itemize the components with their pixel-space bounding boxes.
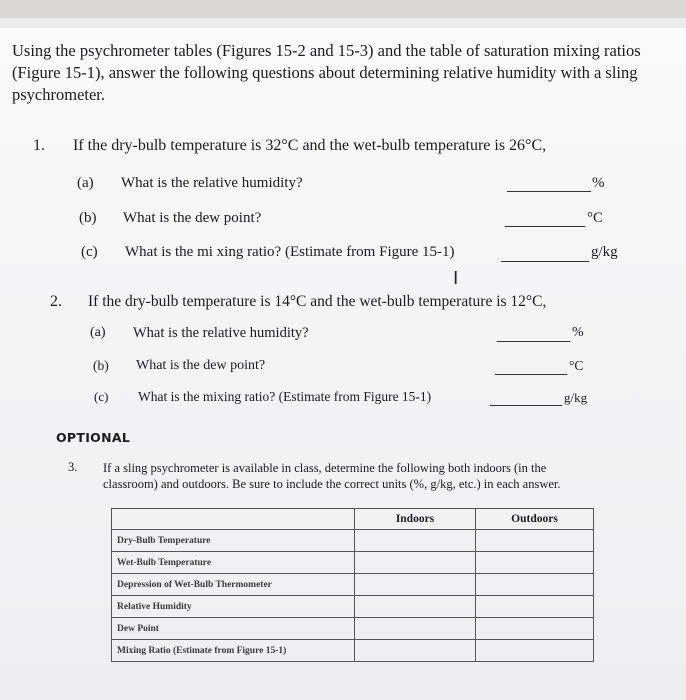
q1-part-b-unit: °C <box>587 210 604 226</box>
cell-wet-bulb-outdoors[interactable] <box>476 552 594 574</box>
q1-part-a-unit: % <box>592 175 605 191</box>
cell-relative-humidity-indoors[interactable] <box>355 596 476 618</box>
table-row <box>112 530 594 552</box>
table-header-row <box>112 509 594 530</box>
q1-part-b-label: (b) <box>79 210 97 226</box>
table-header-indoors: Indoors <box>355 509 476 530</box>
cell-dry-bulb-outdoors[interactable] <box>476 530 594 552</box>
cell-mixing-ratio-outdoors[interactable] <box>476 640 594 662</box>
question-3-text: If a sling psychrometer is available in class, determine the following both indoors (in the classroom) and outdoors. Be sure to include the correct units (%, g/kg, etc.) in each answer. <box>103 461 561 491</box>
text-cursor-icon: I <box>453 268 459 289</box>
q1-part-b-text: What is the dew point? <box>123 210 262 226</box>
q2-part-c-label: (c) <box>94 389 109 404</box>
question-3-number: 3. <box>68 460 78 474</box>
question-2-number: 2. <box>50 293 62 310</box>
cell-mixing-ratio-indoors[interactable] <box>355 640 476 662</box>
row-label-wet-bulb: Wet-Bulb Temperature <box>112 552 355 574</box>
q2-part-c-answer-blank[interactable] <box>490 405 562 406</box>
q2-part-b-answer-blank[interactable] <box>495 374 567 375</box>
cell-depression-outdoors[interactable] <box>476 574 594 596</box>
q2-part-b-text: What is the dew point? <box>136 358 266 373</box>
q1-part-a-answer-blank[interactable] <box>507 191 591 192</box>
row-label-relative-humidity: Relative Humidity <box>112 596 355 618</box>
cell-wet-bulb-indoors[interactable] <box>355 552 476 574</box>
q2-part-a-label: (a) <box>90 325 106 340</box>
cell-dry-bulb-indoors[interactable] <box>355 530 476 552</box>
optional-heading: OPTIONAL <box>56 430 131 445</box>
q2-part-a-unit: % <box>572 325 584 340</box>
cell-dew-point-outdoors[interactable] <box>476 618 594 640</box>
q1-part-a-label: (a) <box>77 175 94 191</box>
table-row <box>112 640 594 662</box>
q2-part-a-text: What is the relative humidity? <box>133 325 309 341</box>
row-label-mixing-ratio: Mixing Ratio (Estimate from Figure 15-1) <box>112 640 355 662</box>
row-label-dry-bulb: Dry-Bulb Temperature <box>112 530 355 552</box>
table-row <box>112 618 594 640</box>
page-top-edge <box>0 0 686 28</box>
row-label-dew-point: Dew Point <box>112 618 355 640</box>
q2-part-b-unit: °C <box>569 358 584 373</box>
q1-part-b-answer-blank[interactable] <box>505 226 585 227</box>
q2-part-a-answer-blank[interactable] <box>497 341 570 342</box>
table-row <box>112 552 594 574</box>
q1-part-c-answer-blank[interactable] <box>501 261 589 262</box>
question-2-text: If the dry-bulb temperature is 14°C and the wet-bulb temperature is 12°C, <box>88 293 547 310</box>
table-row <box>112 574 594 596</box>
intro-paragraph: Using the psychrometer tables (Figures 15-2 and 15-3) and the table of saturation mixing ratios (Figure 15-1), answer the following questions about determining relative humidity with a sling psychrometer. <box>12 41 641 104</box>
table-row <box>112 596 594 618</box>
question-1-text: If the dry-bulb temperature is 32°C and the wet-bulb temperature is 26°C, <box>73 137 547 154</box>
q1-part-c-label: (c) <box>81 244 98 260</box>
q2-part-c-unit: g/kg <box>564 390 588 405</box>
table-header-outdoors: Outdoors <box>476 509 594 530</box>
question-1-number: 1. <box>33 137 45 154</box>
observations-table <box>111 508 594 662</box>
q2-part-c-text: What is the mixing ratio? (Estimate from Figure 15-1) <box>138 389 432 404</box>
cell-depression-indoors[interactable] <box>355 574 476 596</box>
row-label-depression: Depression of Wet-Bulb Thermometer <box>112 574 355 596</box>
cell-relative-humidity-outdoors[interactable] <box>476 596 594 618</box>
q1-part-c-text: What is the mi xing ratio? (Estimate from Figure 15-1) <box>125 244 455 260</box>
cell-dew-point-indoors[interactable] <box>355 618 476 640</box>
q2-part-b-label: (b) <box>93 358 109 373</box>
q1-part-c-unit: g/kg <box>591 244 618 260</box>
table-header-blank <box>112 509 355 530</box>
q1-part-a-text: What is the relative humidity? <box>121 175 303 191</box>
